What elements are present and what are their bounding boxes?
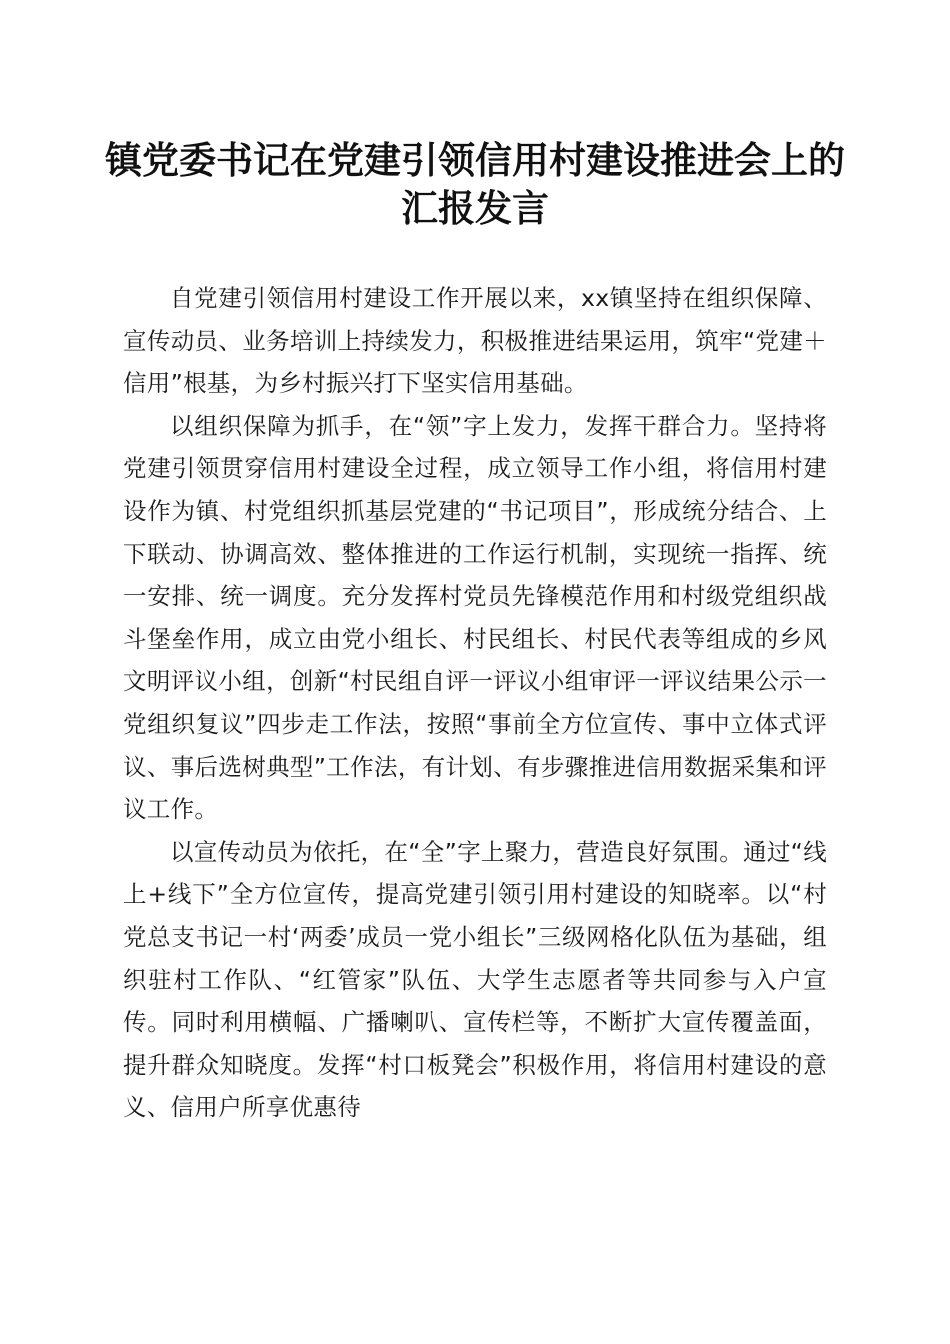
- document-body: [123, 277, 827, 1129]
- paragraph-organization: 以组织保障为抓手，在“领”字上发力，发挥干群合力。坚持将党建引领贯穿信用村建设全过程，成立领导工作小组，将信用村建设作为镇、村党组织抓基层党建的“书记项目”，形成统分结合、上下联动、协调高效、整体推进的工作运行机制，实现统一指挥、统一安排、统一调度。充分发挥村党员先锋模范作用和村级党组织战斗堡垒作用，成立由党小组长、村民组长、村民代表等组成的乡风文明评议小组，创新“村民组自评一评议小组审评一评议结果公示一党组织复议”四步走工作法，按照“事前全方位宣传、事中立体式评议、事后选树典型”工作法，有计划、有步骤推进信用数据采集和评议工作。: [123, 411, 827, 824]
- title-line-2: 汇报发言: [401, 186, 549, 230]
- document-title: [100, 136, 850, 232]
- title-line-1: 镇党委书记在党建引领信用村建设推进会上的: [105, 138, 845, 182]
- paragraph-intro: 自党建引领信用村建设工作开展以来，xx镇坚持在组织保障、宣传动员、业务培训上持续发力，积极推进结果运用，筑牢“党建＋信用”根基，为乡村振兴打下坚实信用基础。: [123, 284, 827, 398]
- paragraph-publicity: 以宣传动员为依托，在“全”字上聚力，营造良好氛围。通过“线上+线下”全方位宣传，提高党建引领引用村建设的知晓率。以“村党总支书记一村‘两委’成员一党小组长”三级网格化队伍为基础，组织驻村工作队、“红管家”队伍、大学生志愿者等共同参与入户宣传。同时利用横幅、广播喇叭、宣传栏等，不断扩大宣传覆盖面，提升群众知晓度。发挥“村口板凳会”积极作用，将信用村建设的意义、信用户所享优惠待: [123, 837, 827, 1122]
